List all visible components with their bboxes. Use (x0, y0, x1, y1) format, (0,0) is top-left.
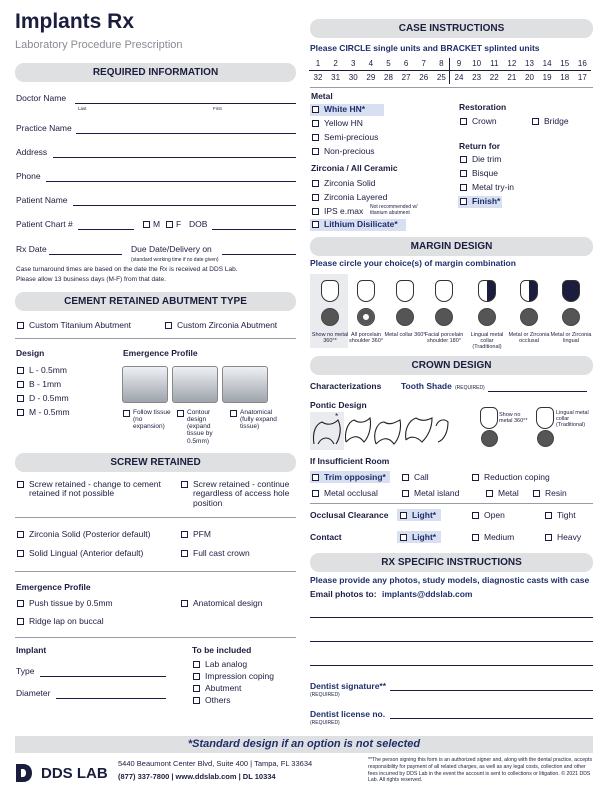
tooth-shade-field[interactable] (488, 391, 587, 392)
tooth-number-27[interactable]: 27 (401, 73, 411, 82)
margin-tooth-icon-6 (520, 280, 538, 302)
margin-option-label-3: Metal collar 360° (384, 332, 426, 338)
restoration-heading: Restoration (459, 102, 507, 112)
case-instructions-text: Please CIRCLE single units and BRACKET splinted units (310, 43, 540, 53)
footer-legal: **The person signing this form is an authorized signer and, along with the dental practice, accepts responsibility for payment of all related charges, as well as any legal costs, collection and other fees incurred by DDS Lab in the event the account is sent to collections or litigation. © 2021 DDS Lab. All rights reserved. (368, 757, 593, 784)
titanium-abutment-label: Custom Titanium Abutment (29, 320, 132, 330)
divider (15, 637, 296, 638)
contact-heavy-label: Heavy (557, 532, 582, 542)
non-precious-label: Non-precious (324, 146, 375, 156)
design-heading: Design (16, 348, 45, 358)
pfm-checkbox[interactable] (181, 531, 188, 538)
diameter-label: Diameter (16, 688, 51, 698)
license-field[interactable] (390, 718, 593, 719)
signature-label: Dentist signature** (310, 681, 387, 691)
contour-design-image (172, 366, 218, 403)
tooth-number-26[interactable]: 26 (419, 73, 429, 82)
case-header: CASE INSTRUCTIONS (310, 19, 593, 38)
tooth-number-11[interactable]: 11 (490, 59, 499, 68)
lab-analog-label: Lab analog (205, 659, 248, 669)
screw-change-label: Screw retained - change to cement retained if not possible (29, 479, 161, 499)
anatomical-design-checkbox[interactable] (181, 600, 188, 607)
tooth-number-22[interactable]: 22 (489, 73, 499, 82)
patient-field[interactable] (73, 205, 296, 206)
due-date-note: (standard working time if no date given) (131, 257, 219, 263)
follow-tissue-checkbox[interactable] (123, 410, 130, 417)
design-l-checkbox[interactable] (17, 367, 24, 374)
tooth-number-8[interactable]: 8 (439, 59, 444, 68)
non-precious-checkbox[interactable] (312, 148, 319, 155)
screw-continue-label: Screw retained - continue regardless of access hole position (193, 479, 290, 508)
type-field[interactable] (40, 676, 166, 677)
lithium-label: Lithium Disilicate* (324, 219, 398, 229)
crown-label: Crown (472, 116, 497, 126)
chart-field[interactable] (78, 229, 134, 230)
margin-option-circle-5[interactable] (478, 308, 496, 326)
design-l-label: L - 0.5mm (29, 365, 67, 375)
finish-checkbox[interactable] (460, 198, 467, 205)
divider (15, 517, 296, 518)
tooth-number-30[interactable]: 30 (348, 73, 358, 82)
call-checkbox[interactable] (402, 474, 409, 481)
diameter-field[interactable] (56, 698, 166, 699)
metal-label: Metal (498, 488, 519, 498)
margin-option-label-5: Lingual metal collar (Traditional) (470, 332, 504, 351)
tooth-number-24[interactable]: 24 (454, 73, 464, 82)
signature-field[interactable] (390, 690, 593, 691)
zirconia-layered-label: Zirconia Layered (324, 192, 388, 202)
contact-light-checkbox[interactable] (400, 534, 407, 541)
included-heading: To be included (192, 645, 252, 655)
tooth-number-14[interactable]: 14 (542, 59, 552, 68)
zirconia-solid-checkbox[interactable] (17, 531, 24, 538)
tooth-number-31[interactable]: 31 (331, 73, 341, 82)
rx-date-label: Rx Date (16, 244, 47, 254)
yellow-hn-label: Yellow HN (324, 118, 363, 128)
abutment-checkbox[interactable] (193, 685, 200, 692)
type-label: Type (16, 666, 35, 676)
metal-occlusal-checkbox[interactable] (312, 490, 319, 497)
rx-line-3[interactable] (310, 665, 593, 666)
anatomical-design-label: Anatomical design (193, 598, 263, 608)
margin-tooth-icon-2 (357, 280, 375, 302)
pontic-heading: Pontic Design (310, 400, 367, 410)
pontic-modified-ridge (345, 418, 370, 442)
practice-label: Practice Name (16, 123, 72, 133)
tooth-shade-required: (REQUIRED) (455, 385, 485, 391)
reduction-coping-label: Reduction coping (484, 472, 550, 482)
phone-label: Phone (16, 171, 41, 181)
rx-date-field[interactable] (49, 254, 122, 255)
contact-medium-checkbox[interactable] (472, 534, 479, 541)
semi-precious-label: Semi-precious (324, 132, 379, 142)
emax-label: IPS e.max (324, 206, 364, 216)
turnaround-note-2: Please allow 13 business days (M-F) from that date. (16, 276, 166, 283)
contact-label: Contact (310, 532, 342, 542)
bisque-label: Bisque (472, 168, 498, 178)
tooth-number-3[interactable]: 3 (351, 59, 356, 68)
tooth-number-23[interactable]: 23 (472, 73, 482, 82)
titanium-abutment-checkbox[interactable] (17, 322, 24, 329)
trim-opposing-label: Trim opposing* (324, 472, 386, 482)
tooth-number-5[interactable]: 5 (386, 59, 391, 68)
email-link[interactable]: implants@ddslab.com (382, 589, 473, 599)
signature-required: (REQUIRED) (310, 692, 340, 698)
margin-option-circle-4[interactable] (435, 308, 453, 326)
impression-coping-checkbox[interactable] (193, 673, 200, 680)
pontic-ridge-lap (375, 420, 401, 444)
dob-field[interactable] (212, 229, 296, 230)
address-field[interactable] (53, 157, 296, 158)
die-trim-label: Die trim (472, 154, 502, 164)
occlusal-open-checkbox[interactable] (472, 512, 479, 519)
divider (310, 87, 593, 88)
push-tissue-label: Push tissue by 0.5mm (29, 598, 113, 608)
occlusal-light-checkbox[interactable] (400, 512, 407, 519)
tooth-number-4[interactable]: 4 (368, 59, 374, 68)
margin-option-circle-7[interactable] (562, 308, 580, 326)
margin-option-label-6: Metal or Zirconia occlusal (508, 332, 550, 345)
white-hn-label: White HN* (324, 104, 366, 114)
margin-option-label-7: Metal or Zirconia lingual (550, 332, 592, 345)
tooth-number-17[interactable]: 17 (577, 73, 587, 82)
margin-tooth-icon-7 (562, 280, 580, 302)
divider (310, 503, 593, 504)
insufficient-room-heading: If Insufficient Room (310, 456, 390, 466)
return-heading: Return for (459, 141, 501, 151)
margin-tooth-icon-3 (396, 280, 414, 302)
license-label: Dentist license no. (310, 709, 386, 719)
chart-label: Patient Chart # (16, 219, 73, 229)
full-cast-label: Full cast crown (193, 548, 250, 558)
dds-logo-icon (15, 763, 37, 783)
lingual-tooth-icon (536, 407, 554, 429)
metal-island-checkbox[interactable] (402, 490, 409, 497)
anatomical-checkbox[interactable] (230, 410, 237, 417)
metal-island-label: Metal island (414, 488, 460, 498)
metal-occlusal-label: Metal occlusal (324, 488, 378, 498)
tooth-number-19[interactable]: 19 (542, 73, 552, 82)
anatomical-label: Anatomical (fully expand tissue) (240, 409, 277, 431)
screw-continue-checkbox[interactable] (181, 481, 188, 488)
emax-note: Not recommended w/ titanium abutment (370, 204, 418, 216)
standard-design-text: *Standard design if an option is not selected (187, 738, 421, 750)
margin-option-label-2: All porcelain shoulder 360° (348, 332, 383, 345)
bisque-checkbox[interactable] (460, 170, 467, 177)
first-sublabel: First (213, 106, 222, 111)
pontic-sanitary (436, 420, 448, 442)
pontic-designs[interactable] (310, 411, 450, 450)
design-b-checkbox[interactable] (17, 381, 24, 388)
divider (15, 571, 296, 572)
others-label: Others (205, 695, 231, 705)
tooth-number-7[interactable]: 7 (421, 59, 426, 68)
tooth-number-25[interactable]: 25 (436, 73, 446, 82)
margin-option-circle-2[interactable] (357, 308, 375, 326)
zirconia-abutment-label: Custom Zirconia Abutment (177, 320, 278, 330)
full-cast-checkbox[interactable] (181, 550, 188, 557)
metal-try-in-checkbox[interactable] (460, 184, 467, 191)
crown-header: CROWN DESIGN (310, 356, 593, 375)
tooth-number-2[interactable]: 2 (333, 59, 338, 68)
bridge-checkbox[interactable] (532, 118, 539, 125)
pfm-label: PFM (193, 529, 211, 539)
footer-contact: (877) 337-7800 | www.ddslab.com | DL 10334 (118, 772, 276, 781)
reduction-coping-checkbox[interactable] (472, 474, 479, 481)
tooth-number-6[interactable]: 6 (403, 59, 409, 68)
tooth-shade-label: Tooth Shade (401, 381, 452, 391)
follow-tissue-image (122, 366, 168, 403)
rx-instructions: Please provide any photos, study models, diagnostic casts with case (310, 575, 590, 585)
push-tissue-checkbox[interactable] (17, 600, 24, 607)
contour-design-checkbox[interactable] (177, 410, 184, 417)
male-checkbox[interactable] (143, 221, 150, 228)
solid-lingual-checkbox[interactable] (17, 550, 24, 557)
zirconia-solid-case-label: Zirconia Solid (324, 178, 376, 188)
turnaround-note-1: Case turnaround times are based on the date the Rx is received at DDS Lab. (16, 266, 238, 273)
metal-checkbox[interactable] (486, 490, 493, 497)
phone-field[interactable] (46, 181, 296, 182)
semi-precious-checkbox[interactable] (312, 134, 319, 141)
tooth-number-16[interactable]: 16 (577, 59, 587, 68)
tooth-number-18[interactable]: 18 (560, 73, 570, 82)
design-d-checkbox[interactable] (17, 395, 24, 402)
zirconia-solid-label: Zirconia Solid (Posterior default) (29, 529, 151, 539)
design-b-label: B - 1mm (29, 379, 62, 389)
pontic-ovate (313, 420, 340, 444)
margin-option-circle-6[interactable] (520, 308, 538, 326)
design-m-label: M - 0.5mm (29, 407, 70, 417)
white-hn-checkbox[interactable] (312, 106, 319, 113)
solid-lingual-label: Solid Lingual (Anterior default) (29, 548, 144, 558)
design-m-checkbox[interactable] (17, 409, 24, 416)
screw-emergence-heading: Emergence Profile (16, 582, 91, 592)
form-title: Implants Rx (15, 10, 135, 33)
emax-checkbox[interactable] (312, 208, 319, 215)
tooth-number-9[interactable]: 9 (456, 59, 462, 68)
tooth-number-32[interactable]: 32 (313, 73, 323, 82)
screw-header: SCREW RETAINED (15, 453, 296, 472)
implant-heading: Implant (16, 645, 47, 655)
margin-option-label-1: Show no metal 360°* (311, 332, 349, 345)
ridge-lap-label: Ridge lap on buccal (29, 616, 104, 626)
no-metal-circle-icon[interactable] (481, 430, 498, 447)
tooth-number-12[interactable]: 12 (507, 59, 517, 68)
footer-address: 5440 Beaumont Center Blvd, Suite 400 | Tampa, FL 33634 (118, 759, 313, 768)
contact-light-label: Light* (412, 532, 437, 542)
crown-checkbox[interactable] (460, 118, 467, 125)
doctor-field[interactable] (75, 103, 296, 104)
lingual-circle-icon[interactable] (537, 430, 554, 447)
occlusal-tight-checkbox[interactable] (545, 512, 552, 519)
female-label: F (176, 219, 182, 229)
practice-field[interactable] (76, 133, 296, 134)
lingual-caption: Lingual metal collar (Traditional) (556, 410, 589, 429)
margin-instructions: Please circle your choice(s) of margin combination (310, 258, 516, 268)
zirconia-abutment-checkbox[interactable] (165, 322, 172, 329)
trim-opposing-checkbox[interactable] (312, 474, 319, 481)
impression-coping-label: Impression coping (205, 671, 274, 681)
others-checkbox[interactable] (193, 697, 200, 704)
tooth-number-1[interactable]: 1 (315, 59, 321, 68)
margin-header: MARGIN DESIGN (310, 237, 593, 256)
tooth-number-20[interactable]: 20 (525, 73, 534, 82)
dds-logo-text: DDS LAB (41, 765, 108, 782)
characterizations-label: Characterizations (310, 381, 382, 391)
lithium-checkbox[interactable] (312, 221, 319, 228)
tooth-chart-midline (449, 58, 450, 84)
due-date-field[interactable] (222, 254, 296, 255)
metal-try-in-label: Metal try-in (472, 182, 515, 192)
rx-line-2[interactable] (310, 641, 593, 642)
zirconia-layered-checkbox[interactable] (312, 194, 319, 201)
tooth-number-29[interactable]: 29 (366, 73, 376, 82)
form-subtitle: Laboratory Procedure Prescription (15, 39, 183, 51)
call-label: Call (414, 472, 429, 482)
occlusal-light-label: Light* (412, 510, 437, 520)
address-label: Address (16, 147, 48, 157)
tooth-number-28[interactable]: 28 (384, 73, 393, 82)
email-label: Email photos to: (310, 589, 377, 599)
follow-tissue-label: Follow tissue (no expansion) (133, 409, 171, 431)
male-label: M (153, 219, 161, 229)
screw-change-checkbox[interactable] (17, 481, 24, 488)
tooth-chart[interactable] (309, 58, 591, 86)
divider (15, 338, 296, 339)
pontic-star: * (335, 411, 339, 421)
tooth-chart-divider (309, 70, 591, 71)
resin-label: Resin (545, 488, 567, 498)
contact-heavy-checkbox[interactable] (545, 534, 552, 541)
margin-tooth-icon-5 (478, 280, 496, 302)
no-metal-caption: Show no metal 360°* (499, 412, 528, 425)
ridge-lap-checkbox[interactable] (17, 618, 24, 625)
margin-tooth-icon-1 (321, 280, 339, 302)
anatomical-image (222, 366, 268, 403)
margin-option-circle-3[interactable] (396, 308, 414, 326)
die-trim-checkbox[interactable] (460, 156, 467, 163)
zirconia-solid-case-checkbox[interactable] (312, 180, 319, 187)
margin-option-circle-1[interactable] (321, 308, 339, 326)
yellow-hn-checkbox[interactable] (312, 120, 319, 127)
metal-heading: Metal (311, 91, 333, 101)
tooth-number-15[interactable]: 15 (560, 59, 570, 68)
contact-medium-label: Medium (484, 532, 515, 542)
finish-label: Finish* (472, 196, 501, 206)
tooth-number-10[interactable]: 10 (472, 59, 482, 68)
rx-header: RX SPECIFIC INSTRUCTIONS (310, 553, 593, 572)
margin-tooth-icon-4 (435, 280, 453, 302)
patient-label: Patient Name (16, 195, 68, 205)
cement-header: CEMENT RETAINED ABUTMENT TYPE (15, 292, 296, 311)
last-sublabel: Last (78, 106, 87, 111)
occlusal-clearance-label: Occlusal Clearance (310, 510, 389, 520)
margin-option-label-4: Facial porcelain shoulder 180° (424, 332, 464, 345)
tooth-number-13[interactable]: 13 (525, 59, 534, 68)
required-info-header: REQUIRED INFORMATION (15, 63, 296, 82)
tooth-number-21[interactable]: 21 (507, 73, 517, 82)
rx-line-1[interactable] (310, 617, 593, 618)
contour-design-label: Contour design (expand tissue by 0.5mm) (187, 409, 213, 445)
design-d-label: D - 0.5mm (29, 393, 69, 403)
female-checkbox[interactable] (166, 221, 173, 228)
no-metal-tooth-icon (480, 407, 498, 429)
occlusal-tight-label: Tight (557, 510, 576, 520)
doctor-label: Doctor Name (16, 93, 67, 103)
resin-checkbox[interactable] (533, 490, 540, 497)
bridge-label: Bridge (544, 116, 569, 126)
emergence-heading: Emergence Profile (123, 348, 198, 358)
license-required: (REQUIRED) (310, 720, 340, 726)
occlusal-open-label: Open (484, 510, 505, 520)
lab-analog-checkbox[interactable] (193, 661, 200, 668)
pontic-conical (406, 418, 432, 442)
dob-label: DOB (189, 219, 208, 229)
zirconia-heading: Zirconia / All Ceramic (311, 163, 398, 173)
due-date-label: Due Date/Delivery on (131, 244, 212, 254)
abutment-label: Abutment (205, 683, 242, 693)
